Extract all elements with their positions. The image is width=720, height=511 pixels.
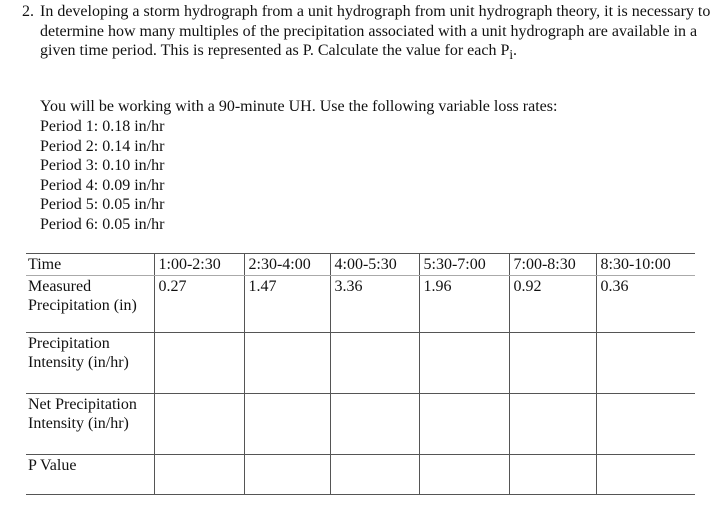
loss-rate-list <box>40 117 164 234</box>
measured-value: 1.47 <box>244 275 330 332</box>
net-intensity-cell[interactable] <box>509 393 596 454</box>
table-row-p <box>26 454 695 494</box>
table-row-measured <box>26 275 695 332</box>
table-row-time <box>26 254 695 276</box>
question-body: In developing a storm hydrograph from a unit hydrograph from unit hydrograph theory, it is necessary to determine how many multiples of the precipitation associated with a unit hydrograph are available in a given time period. This is represented as P. Calculate the value for each P <box>40 3 711 59</box>
loss-rate-item: Period 4: 0.09 in/hr <box>40 176 165 194</box>
intensity-cell[interactable] <box>596 332 695 393</box>
net-intensity-cell[interactable] <box>419 393 509 454</box>
net-intensity-cell[interactable] <box>154 393 244 454</box>
precipitation-table <box>26 253 695 495</box>
p-value-cell[interactable] <box>330 454 419 494</box>
period-header: 1:00-2:30 <box>154 254 244 276</box>
row-label-measured: Measured Precipitation (in) <box>26 275 154 332</box>
period-header: 5:30-7:00 <box>419 254 509 276</box>
question-text <box>40 2 712 65</box>
period-header: 8:30-10:00 <box>596 254 695 276</box>
p-value-cell[interactable] <box>596 454 695 494</box>
instructions: You will be working with a 90-minute UH. Use the following variable loss rates: <box>40 98 558 115</box>
intensity-cell[interactable] <box>509 332 596 393</box>
row-label-net: Net Precipitation Intensity (in/hr) <box>26 393 154 454</box>
p-value-cell[interactable] <box>154 454 244 494</box>
period-header: 2:30-4:00 <box>244 254 330 276</box>
question-subscript: i <box>509 47 514 63</box>
intensity-cell[interactable] <box>244 332 330 393</box>
period-header: 4:00-5:30 <box>330 254 419 276</box>
loss-rate-item: Period 1: 0.18 in/hr <box>40 118 165 135</box>
question-end: . <box>513 42 518 59</box>
question-paragraph <box>22 2 712 65</box>
measured-value: 0.27 <box>154 275 244 332</box>
p-value-cell[interactable] <box>244 454 330 494</box>
loss-rate-item: Period 2: 0.14 in/hr <box>40 137 165 155</box>
loss-rate-item: Period 3: 0.10 in/hr <box>40 157 165 174</box>
table-row-intensity <box>26 332 695 393</box>
row-label-time: Time <box>26 254 154 276</box>
intensity-cell[interactable] <box>419 332 509 393</box>
measured-value: 1.96 <box>419 275 509 332</box>
question-number: 2. <box>22 3 34 20</box>
net-intensity-cell[interactable] <box>244 393 330 454</box>
intensity-cell[interactable] <box>154 332 244 393</box>
p-value-cell[interactable] <box>509 454 596 494</box>
p-value-cell[interactable] <box>419 454 509 494</box>
loss-rate-item: Period 6: 0.05 in/hr <box>40 215 165 233</box>
net-intensity-cell[interactable] <box>330 393 419 454</box>
table-row-net <box>26 393 695 454</box>
measured-value: 3.36 <box>330 275 419 332</box>
measured-value: 0.36 <box>596 275 695 332</box>
row-label-intensity: Precipitation Intensity (in/hr) <box>26 332 154 393</box>
measured-value: 0.92 <box>509 275 596 332</box>
loss-rate-item: Period 5: 0.05 in/hr <box>40 196 165 213</box>
net-intensity-cell[interactable] <box>596 393 695 454</box>
row-label-p: P Value <box>26 454 154 494</box>
period-header: 7:00-8:30 <box>509 254 596 276</box>
intensity-cell[interactable] <box>330 332 419 393</box>
